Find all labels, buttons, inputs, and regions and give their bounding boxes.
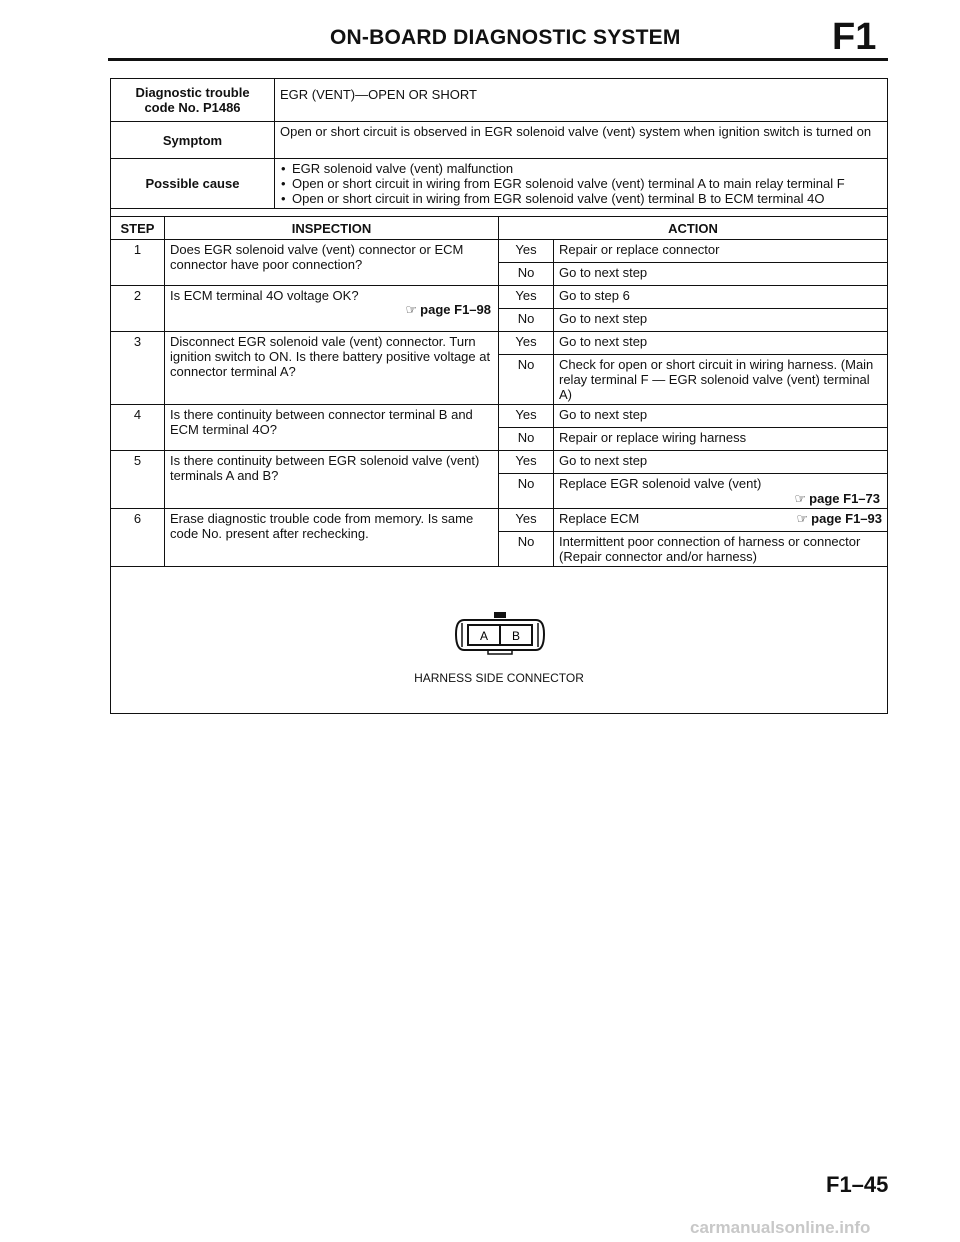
pointing-hand-icon: ☞: [794, 491, 807, 506]
no-action: Go to next step: [554, 263, 888, 286]
yes-label: Yes: [499, 240, 554, 263]
inspection-text: Does EGR solenoid valve (vent) connector or ECM connector have poor connection?: [165, 240, 499, 286]
no-label: No: [499, 532, 554, 567]
inspection-header: INSPECTION: [165, 217, 499, 240]
connector-diagram: [110, 582, 888, 712]
dtc-info-table: [110, 78, 888, 209]
step-number: 3: [111, 332, 165, 405]
yes-label: Yes: [499, 509, 554, 532]
inspection-text: Erase diagnostic trouble code from memory. Is same code No. present after rechecking.: [165, 509, 499, 567]
header-rule: [108, 58, 888, 61]
page-number: F1–45: [826, 1172, 889, 1197]
harness-connector-icon: [450, 610, 550, 668]
step-header: STEP: [111, 217, 165, 240]
symptom-value: Open or short circuit is observed in EGR solenoid valve (vent) system when ignition switch is turned on: [275, 122, 888, 159]
dtc-value: EGR (VENT)—OPEN OR SHORT: [275, 79, 888, 122]
cause-item: • Open or short circuit in wiring from EGR solenoid valve (vent) terminal A to main relay terminal F: [292, 176, 882, 191]
step-number: 6: [111, 509, 165, 567]
pointing-hand-icon: ☞: [796, 511, 809, 526]
step-row: [111, 240, 888, 263]
no-action: Replace EGR solenoid valve (vent): [559, 476, 762, 491]
yes-label: Yes: [499, 405, 554, 428]
inspection-text: Is there continuity between EGR solenoid valve (vent) terminals A and B?: [165, 451, 499, 509]
yes-action: Replace ECM: [559, 511, 640, 526]
page-reference: ☞ page F1–98: [405, 302, 491, 317]
no-label: No: [499, 474, 554, 509]
inspection-cell: [165, 286, 499, 332]
yes-action: Go to next step: [554, 405, 888, 428]
cause-item: • Open or short circuit in wiring from EGR solenoid valve (vent) terminal B to ECM terminal 4O: [292, 191, 882, 206]
yes-label: Yes: [499, 451, 554, 474]
cause-label: Possible cause: [111, 159, 275, 209]
possible-cause-row: [111, 159, 888, 209]
yes-label: Yes: [499, 286, 554, 309]
page-title: ON-BOARD DIAGNOSTIC SYSTEM: [330, 26, 681, 49]
step-number: 2: [111, 286, 165, 332]
inspection-steps-table: [110, 216, 888, 567]
yes-action-cell: [554, 509, 888, 532]
symptom-label: Symptom: [111, 122, 275, 159]
step-number: 1: [111, 240, 165, 286]
terminal-b-label: B: [511, 629, 521, 643]
connector-caption: HARNESS SIDE CONNECTOR: [414, 671, 584, 685]
yes-action: Go to next step: [554, 451, 888, 474]
cause-list: [275, 159, 888, 209]
cause-item: • EGR solenoid valve (vent) malfunction: [292, 161, 882, 176]
no-action-cell: [554, 474, 888, 509]
step-number: 4: [111, 405, 165, 451]
yes-action: Go to step 6: [554, 286, 888, 309]
action-header: ACTION: [499, 217, 888, 240]
inspection-text: Is ECM terminal 4O voltage OK?: [170, 288, 359, 303]
section-code: F1: [832, 16, 877, 58]
dtc-label: Diagnostic trouble code No. P1486: [111, 79, 275, 122]
step-row: [111, 451, 888, 474]
dtc-row: [111, 79, 888, 122]
terminal-a-label: A: [479, 629, 489, 643]
step-number: 5: [111, 451, 165, 509]
page-reference: ☞ page F1–93: [796, 511, 882, 526]
step-row: [111, 286, 888, 309]
pointing-hand-icon: ☞: [405, 302, 418, 317]
yes-label: Yes: [499, 332, 554, 355]
no-label: No: [499, 263, 554, 286]
steps-header-row: [111, 217, 888, 240]
no-label: No: [499, 355, 554, 405]
yes-action: Go to next step: [554, 332, 888, 355]
symptom-row: [111, 122, 888, 159]
no-action: Go to next step: [554, 309, 888, 332]
no-action: Check for open or short circuit in wiring harness. (Main relay terminal F — EGR solenoid valve (vent) terminal A): [554, 355, 888, 405]
inspection-text: Is there continuity between connector terminal B and ECM terminal 4O?: [165, 405, 499, 451]
step-row: [111, 405, 888, 428]
no-action: Repair or replace wiring harness: [554, 428, 888, 451]
no-label: No: [499, 428, 554, 451]
step-row: [111, 332, 888, 355]
no-action: Intermittent poor connection of harness or connector (Repair connector and/or harness): [554, 532, 888, 567]
no-label: No: [499, 309, 554, 332]
inspection-text: Disconnect EGR solenoid vale (vent) connector. Turn ignition switch to ON. Is there battery positive voltage at connector terminal A?: [165, 332, 499, 405]
page-reference: ☞ page F1–73: [794, 491, 880, 506]
step-row: [111, 509, 888, 532]
watermark: carmanualsonline.info: [690, 1218, 871, 1237]
yes-action: Repair or replace connector: [554, 240, 888, 263]
